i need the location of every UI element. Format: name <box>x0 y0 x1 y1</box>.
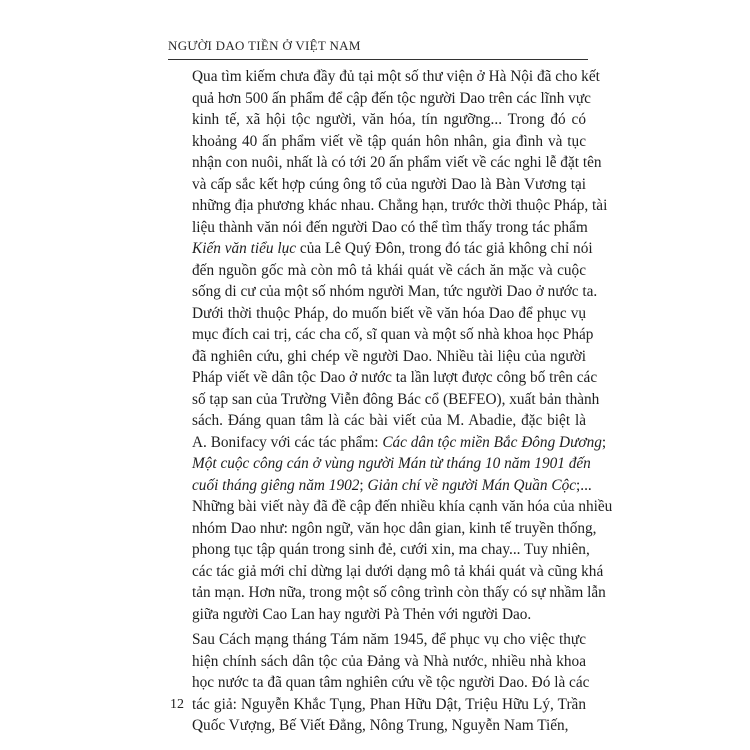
text-line: Dưới thời thuộc Pháp, do muốn biết về văn hóa Dao để phục vụ <box>192 304 586 322</box>
body-text <box>170 66 613 737</box>
text-line: Sau Cách mạng tháng Tám năm 1945, để phục vụ cho việc thực <box>192 631 586 648</box>
text-line: các tác giả mới chỉ dừng lại dưới dạng mô tả khái quát và cũng khá <box>192 562 604 580</box>
text-line <box>170 475 592 497</box>
italic-title: Giản chí về người Mán Quần Cộc <box>367 476 577 494</box>
text-line: hiện chính sách dân tộc của Đảng và Nhà nước, nhiều nhà khoa <box>192 652 586 670</box>
text-line <box>170 238 593 260</box>
italic-title: Các dân tộc miền Bắc Đông Dương <box>382 433 602 451</box>
text-run: ; <box>601 433 607 451</box>
text-line: và cấp sắc kết hợp cúng ông tổ của người Dao là Bàn Vương tại <box>192 175 586 193</box>
text-line: nhận con nuôi, nhất là có tới 20 ấn phẩm viết về các nghi lễ đặt tên <box>192 154 602 171</box>
text-line: đến nguồn gốc mà còn mô tả khái quát về cách ăn mặc và cuộc <box>192 261 586 279</box>
italic-title: Kiến văn tiểu lục <box>192 240 297 257</box>
text-line: tác giả: Nguyễn Khắc Tụng, Phan Hữu Dật, Triệu Hữu Lý, Trần <box>192 695 586 713</box>
text-line: Pháp viết về dân tộc Dao ở nước ta lần lượt được công bố trên các <box>192 369 598 386</box>
text-line: Qua tìm kiếm chưa đầy đủ tại một số thư viện ở Hà Nội đã cho kết <box>192 68 600 85</box>
page-number: 12 <box>170 697 184 712</box>
text-line: đã nghiên cứu, ghi chép về người Dao. Nhiều tài liệu của người <box>192 347 586 365</box>
text-run: ; <box>359 476 368 494</box>
text-line: Quốc Vượng, Bế Viết Đẳng, Nông Trung, Nguyễn Nam Tiến, <box>192 717 569 734</box>
text-line: những địa phương khác nhau. Chẳng hạn, trước thời thuộc Pháp, tài <box>192 197 608 214</box>
text-line: sống di cư của một số nhóm người Man, tức người Dao ở nước ta. <box>192 283 598 300</box>
italic-title: Một cuộc công cán ở vùng người Mán từ tháng 10 năm 1901 đến <box>192 455 591 472</box>
running-head: NGƯỜI DAO TIỀN Ở VIỆT NAM <box>168 38 361 53</box>
text-line: sách. Đáng quan tâm là các bài viết của M. Abadie, đặc biệt là <box>192 412 586 429</box>
text-line: liệu thành văn nói đến người Dao có thể tìm thấy trong tác phẩm <box>192 218 588 236</box>
text-line: số tạp san của Trường Viễn đông Bác cổ (BEFEO), xuất bản thành <box>192 390 600 408</box>
text-run: của Lê Quý Đôn, trong đó tác giả không chỉ nói <box>296 240 593 257</box>
text-line: mục đích cai trị, các cha cố, sĩ quan và một số nhà khoa học Pháp <box>192 326 594 343</box>
text-line <box>170 453 591 475</box>
text-line <box>170 432 607 454</box>
text-line: học nước ta đã quan tâm nghiên cứu về tộc người Dao. Đó là các <box>192 674 590 691</box>
header-rule <box>168 59 588 60</box>
italic-title: cuối tháng giêng năm 1902 <box>192 476 360 494</box>
text-line: quả hơn 500 ấn phẩm để cập đến tộc người Dao trên các lĩnh vực <box>192 89 591 107</box>
text-line: khoảng 40 ấn phẩm viết về tập quán hôn nhân, gia đình và tục <box>192 132 586 150</box>
text-line: kinh tế, xã hội tộc người, văn hóa, tín ngưỡng... Trong đó có <box>192 111 586 128</box>
text-run: A. Bonifacy với các tác phẩm: <box>192 433 383 451</box>
paragraph-2 <box>170 629 590 737</box>
text-line: phong tục tập quán trong sinh đẻ, cưới xin, ma chay... Tuy nhiên, <box>192 541 590 558</box>
text-line: tản mạn. Hơn nữa, trong một số công trình còn thấy có sự nhầm lẫn <box>192 584 606 601</box>
text-line: nhóm Dao như: ngôn ngữ, văn học dân gian, kinh tế truyền thống, <box>192 519 597 537</box>
text-line: Những bài viết này đã đề cập đến nhiều khía cạnh văn hóa của nhiều <box>192 498 613 515</box>
text-run: ;... <box>576 476 592 494</box>
text-line: giữa người Cao Lan hay người Pà Thẻn với người Dao. <box>192 605 532 623</box>
paragraph-1 <box>170 66 613 625</box>
